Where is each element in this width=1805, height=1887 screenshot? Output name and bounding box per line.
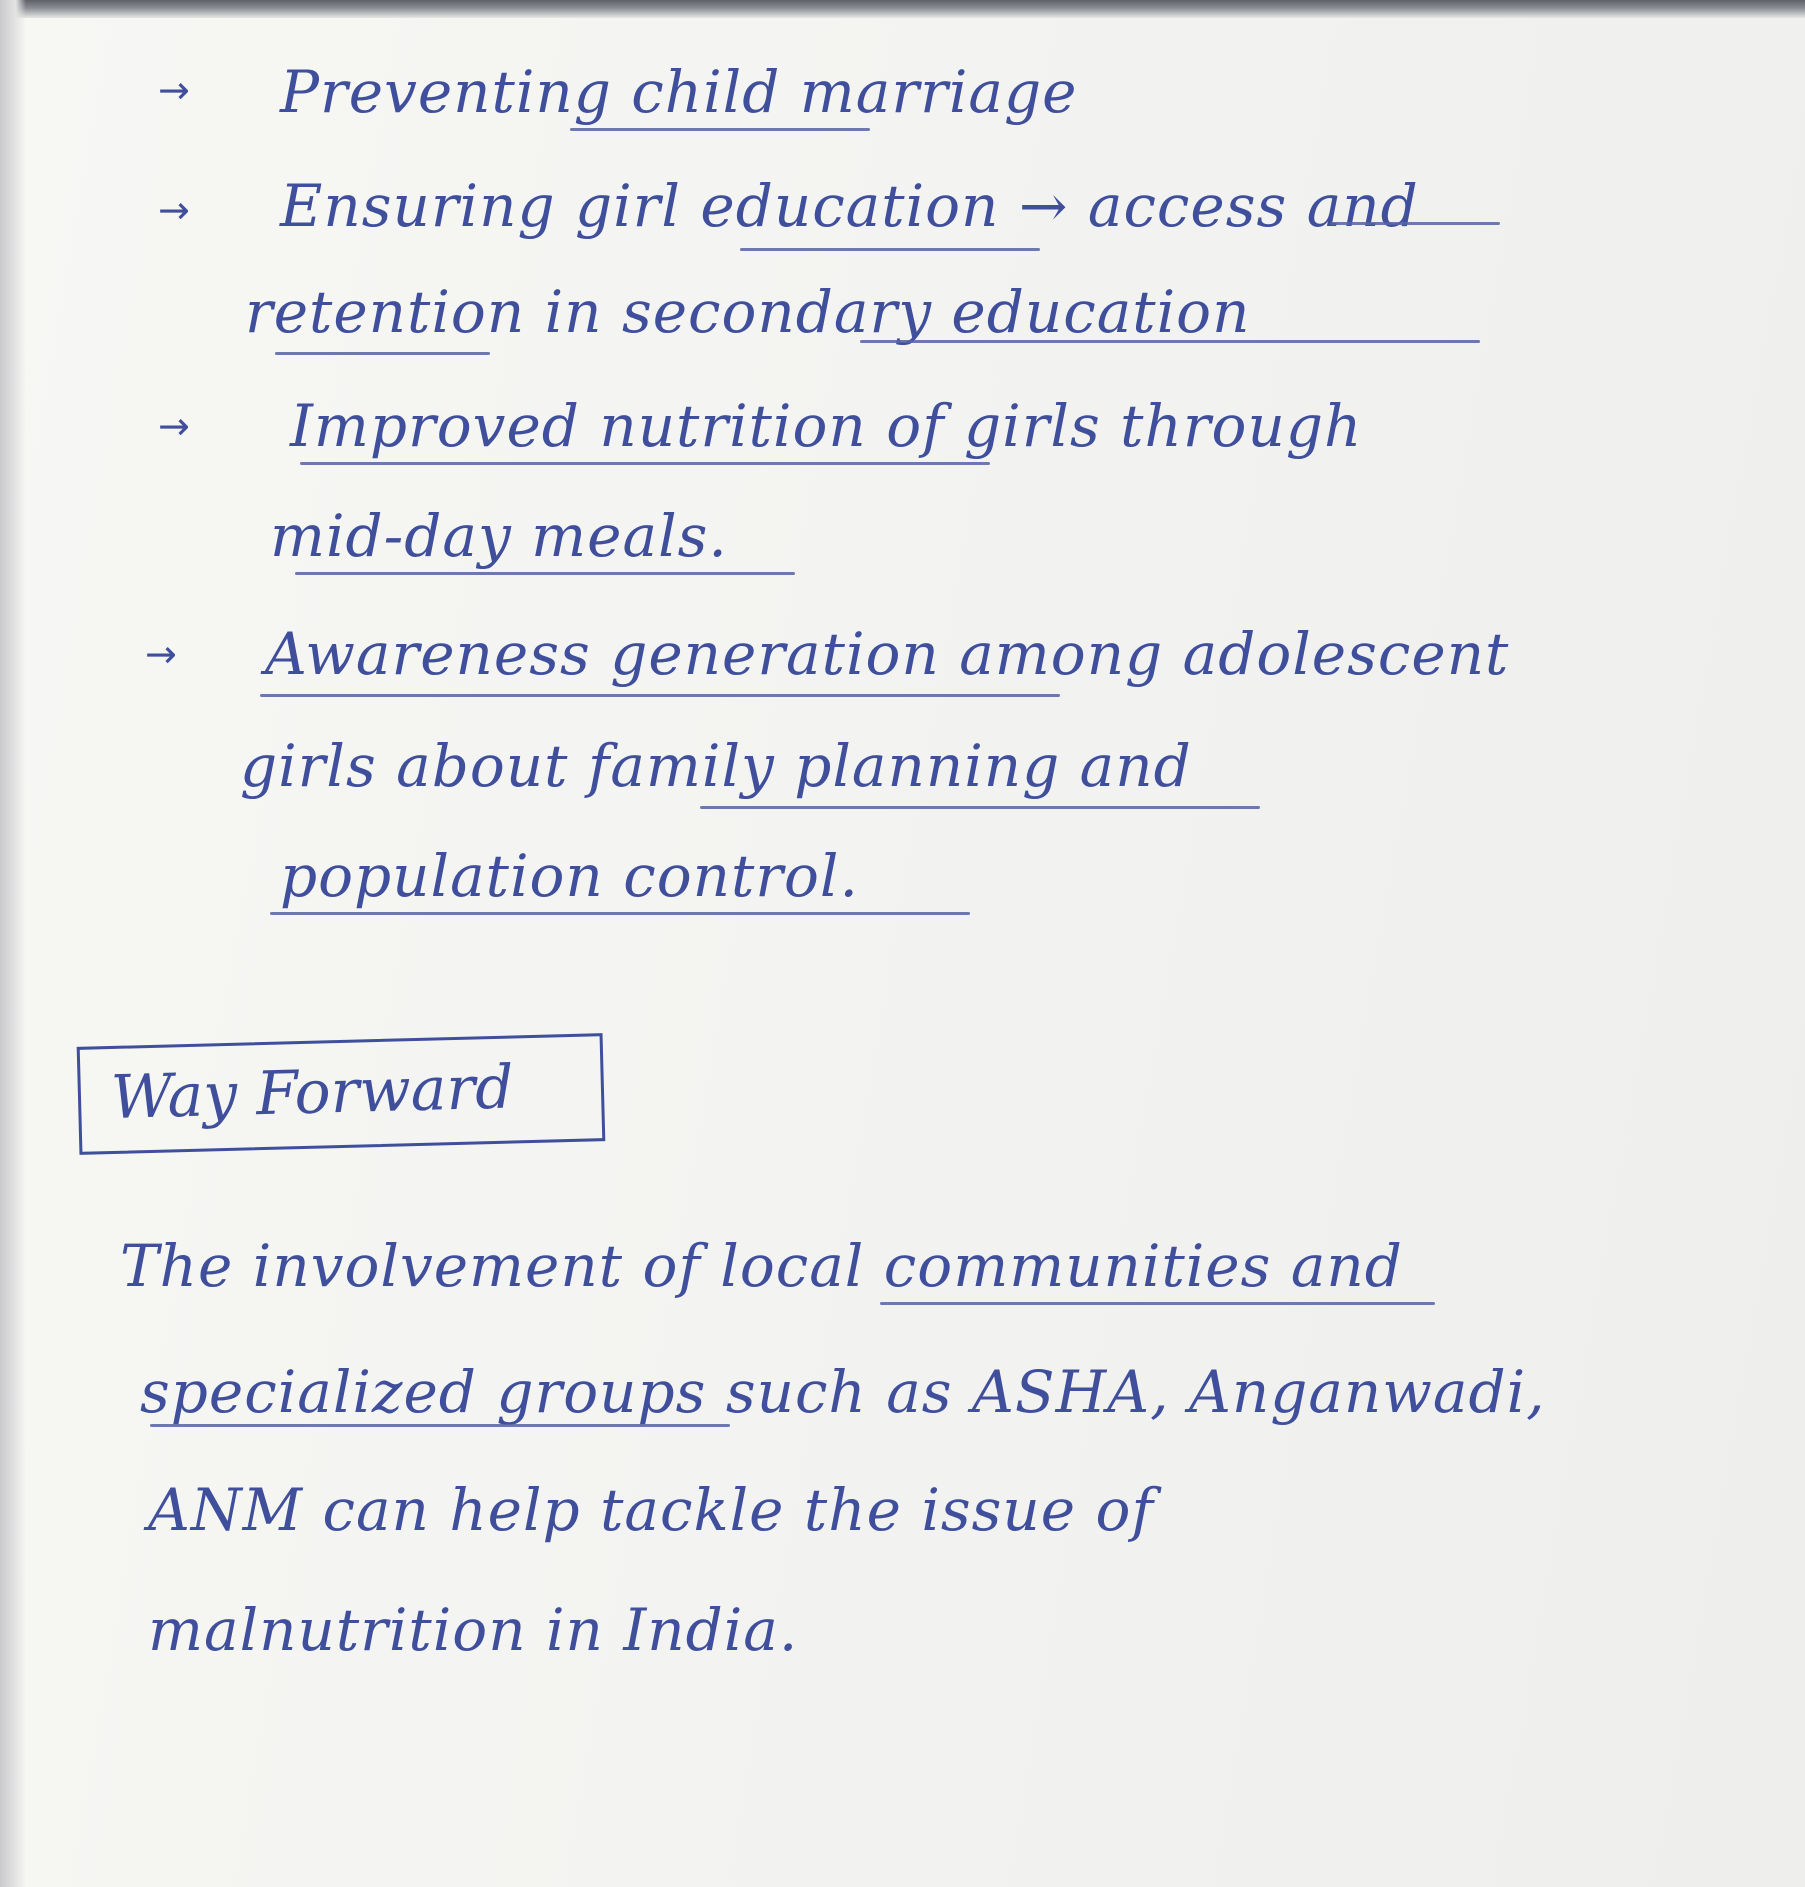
bullet-4-line-1: Awareness generation among adolescent	[265, 620, 1510, 688]
underline	[1330, 222, 1500, 225]
bullet-3-line-1: Improved nutrition of girls through	[290, 392, 1363, 460]
bullet-arrow-icon: →	[158, 404, 190, 448]
underline	[275, 352, 490, 355]
way-forward-line-3: ANM can help tackle the issue of	[148, 1476, 1154, 1544]
underline	[260, 694, 1060, 697]
way-forward-heading: Way Forward	[110, 1052, 515, 1134]
way-forward-line-1: The involvement of local communities and	[120, 1232, 1403, 1300]
bullet-arrow-icon: →	[158, 68, 190, 112]
bullet-1-line-1: Preventing child marriage	[280, 58, 1078, 126]
bullet-4-line-3: population control.	[280, 842, 859, 910]
bullet-4-line-2: girls about family planning and	[240, 732, 1192, 800]
way-forward-line-4: malnutrition in India.	[148, 1596, 799, 1664]
underline	[740, 248, 1040, 251]
underline	[300, 462, 990, 465]
bullet-3-line-2: mid-day meals.	[270, 502, 728, 570]
page-top-edge	[0, 0, 1805, 18]
way-forward-line-2: specialized groups such as ASHA, Anganwadi,	[140, 1358, 1546, 1426]
bullet-arrow-icon: →	[145, 632, 177, 676]
bullet-2-line-1: Ensuring girl education → access and	[280, 172, 1419, 240]
bullet-2-line-2: retention in secondary education	[245, 278, 1251, 346]
underline	[860, 340, 1480, 343]
underline	[150, 1424, 730, 1427]
underline	[270, 912, 970, 915]
underline	[880, 1302, 1435, 1305]
way-forward-heading-box	[77, 1033, 606, 1155]
bullet-arrow-icon: →	[158, 188, 190, 232]
page-binding-edge	[0, 0, 26, 1887]
underline	[295, 572, 795, 575]
underline	[700, 806, 1260, 809]
underline	[570, 128, 870, 131]
